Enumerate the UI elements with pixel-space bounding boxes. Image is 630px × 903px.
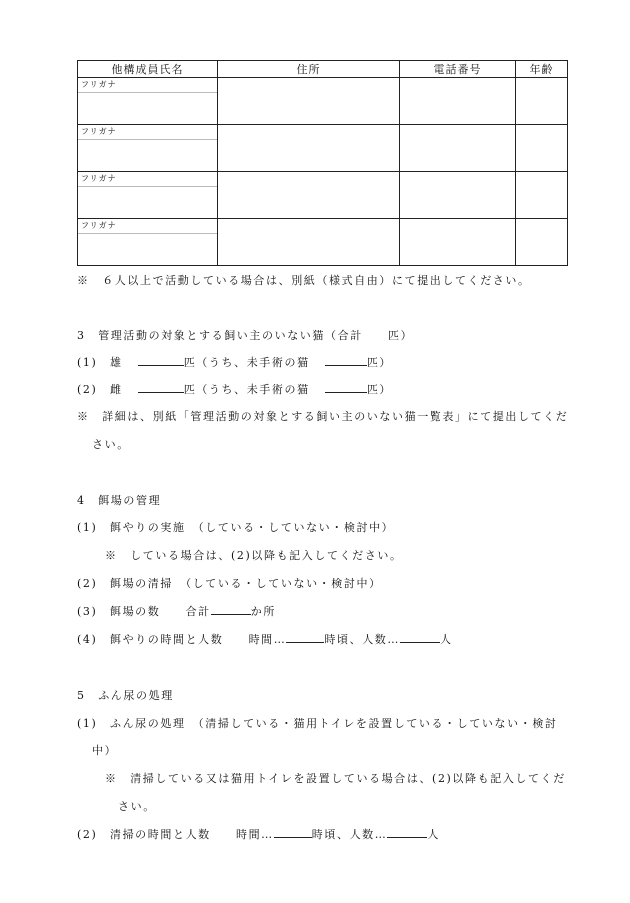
phone-cell[interactable] [400,78,516,125]
feeding-spot-count-label: (3) 餌場の数 合計 [77,605,211,618]
furigana-label: フリガナ [78,172,217,187]
male-count-field[interactable] [138,355,184,366]
table-row [78,172,568,219]
section-5-item-2 [77,826,440,842]
phone-cell[interactable] [400,219,516,266]
address-cell[interactable] [218,78,400,125]
cleaning-people-field[interactable] [387,827,427,838]
section-4-item-1-note: ※ している場合は、(2)以降も記入してください。 [105,549,403,562]
table-row [78,78,568,125]
male-unneutered-field[interactable] [325,355,367,366]
address-cell[interactable] [218,172,400,219]
section-4-item-3 [77,603,276,619]
age-cell[interactable] [516,219,568,266]
feeding-people-field[interactable] [400,632,440,643]
feeding-time-label: (4) 餌やりの時間と人数 時間… [77,633,287,646]
table-row [78,219,568,266]
feeding-people-unit: 人 [440,633,453,646]
section-4-item-1: (1) 餌やりの実施 （している・していない・検討中） [77,521,395,534]
phone-cell[interactable] [400,125,516,172]
cleaning-time-field[interactable] [274,827,312,838]
furigana-label: フリガナ [78,219,217,234]
section-5-item-1-note-cont: さい。 [118,800,156,813]
section-3-heading: 3 管理活動の対象とする飼い主のいない猫（合計 匹） [77,329,414,342]
header-age: 年齢 [516,61,568,78]
table-header-row [78,61,568,78]
member-table [77,60,568,266]
cleaning-time-label: (2) 清掃の時間と人数 時間… [77,828,274,841]
female-unneutered-field[interactable] [325,382,367,393]
name-cell[interactable] [78,172,218,219]
female-unneutered-unit: 匹） [366,383,393,396]
female-label: (2) 雌 [77,383,123,396]
female-count-unit: 匹（うち、未手術の猫 [183,383,310,396]
section-3-note-cont: さい。 [92,438,130,451]
furigana-label: フリガナ [78,78,217,93]
furigana-label: フリガナ [78,125,217,140]
cleaning-people-unit: 人 [427,828,440,841]
age-cell[interactable] [516,172,568,219]
section-3-note: ※ 詳細は、別紙「管理活動の対象とする飼い主のいない猫一覧表」にて提出してくだ [77,410,569,423]
header-phone: 電話番号 [400,61,516,78]
header-address: 住所 [218,61,400,78]
address-cell[interactable] [218,219,400,266]
feeding-spot-count-unit: か所 [250,605,276,618]
section-3-female [77,381,392,397]
male-unneutered-unit: 匹） [366,356,393,369]
address-cell[interactable] [218,125,400,172]
feeding-time-field[interactable] [286,632,324,643]
section-4-item-2: (2) 餌場の清掃 （している・していない・検討中） [77,577,382,590]
section-5-heading: 5 ふん尿の処理 [77,689,174,702]
section-5-item-1-cont: 中） [92,744,118,757]
table-note: ※ ６人以上で活動している場合は、別紙（様式自由）にて提出してください。 [77,274,531,287]
section-4-heading: 4 餌場の管理 [77,494,162,507]
feeding-spot-count-field[interactable] [211,604,251,615]
header-name: 他構成員氏名 [78,61,218,78]
male-count-unit: 匹（うち、未手術の猫 [183,356,310,369]
female-count-field[interactable] [138,382,184,393]
section-3-male [77,354,392,370]
age-cell[interactable] [516,125,568,172]
name-cell[interactable] [78,219,218,266]
table-row [78,125,568,172]
male-label: (1) 雄 [77,356,123,369]
section-5-item-1: (1) ふん尿の処理 （清掃している・猫用トイレを設置している・していない・検討 [77,717,558,730]
name-cell[interactable] [78,125,218,172]
feeding-people-label: 時頃、人数… [324,633,400,646]
cleaning-people-label: 時頃、人数… [311,828,388,841]
phone-cell[interactable] [400,172,516,219]
section-4-item-4 [77,631,453,647]
name-cell[interactable] [78,78,218,125]
age-cell[interactable] [516,78,568,125]
section-5-item-1-note: ※ 清掃している又は猫用トイレを設置している場合は、(2)以降も記入してくだ [105,772,566,785]
